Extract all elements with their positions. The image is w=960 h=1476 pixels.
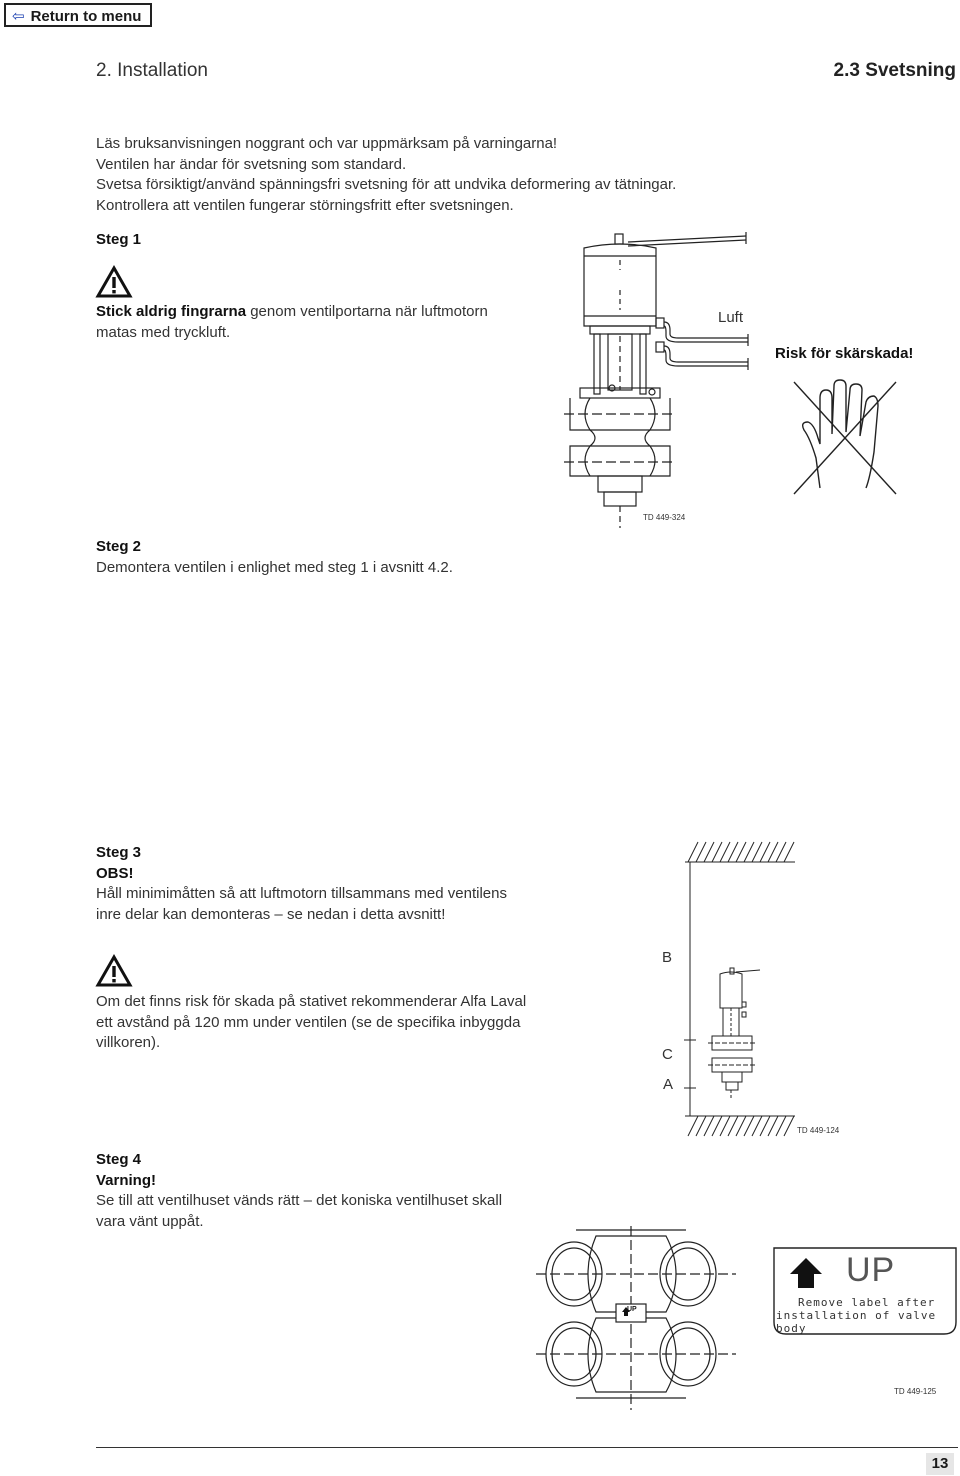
section-title: 2.3 Svetsning (833, 60, 956, 81)
left-arrow-icon: ⇦ (12, 8, 25, 25)
step4-block (96, 1150, 502, 1232)
figure-code: TD 449-125 (894, 1387, 937, 1396)
up-label: UP (846, 1251, 896, 1289)
dimension-label-c: C (662, 1046, 673, 1063)
intro-line: Ventilen har ändar för svetsning som standard. (96, 155, 407, 173)
return-to-menu-button[interactable]: ⇦ Return to menu (4, 3, 152, 27)
step1-warning (96, 302, 488, 343)
warning-text: villkoren). (96, 1034, 161, 1051)
warning-text: Om det finns risk för skada på stativet rekommenderar Alfa Laval (96, 993, 527, 1010)
warning-emphasis: Stick aldrig fingrarna (96, 303, 247, 320)
step3-warning (96, 992, 526, 1054)
dimension-label-a: A (663, 1076, 674, 1093)
intro-line: Läs bruksanvisningen noggrant och var uppmärksam på varningarna! (96, 135, 558, 152)
warning-triangle-icon (96, 266, 132, 298)
clearance-diagram (680, 840, 820, 1140)
figure-code: TD 449-124 (797, 1126, 840, 1135)
step2-block (96, 537, 453, 578)
intro-line: Kontrollera att ventilen fungerar störningsfritt efter svetsningen. (96, 196, 514, 214)
warning-triangle-icon (96, 955, 132, 987)
step4-text: Se till att ventilhuset vänds rätt – det koniska ventilhuset skall (96, 1192, 503, 1209)
obs-label: OBS! (96, 864, 134, 882)
chapter-title: 2. Installation (96, 60, 208, 81)
crossed-hand-icon (790, 378, 900, 498)
step4-text: vara vänt uppåt. (96, 1212, 204, 1230)
figure-code: TD 449-324 (643, 513, 686, 522)
step4-title: Steg 4 (96, 1151, 142, 1168)
label-instruction-line1: Remove label after (798, 1296, 936, 1309)
risk-label: Risk för skärskada! (775, 345, 914, 362)
warning-text: ett avstånd på 120 mm under ventilen (se de specifika inbyggda (96, 1013, 521, 1031)
label-instruction-line2: installation of valve body (776, 1309, 937, 1335)
step2-title: Steg 2 (96, 538, 142, 555)
page-number: 13 (926, 1453, 954, 1475)
intro-text (96, 134, 676, 216)
step3-text: inre delar kan demonteras – se nedan i detta avsnitt! (96, 905, 446, 923)
valve-body-drawing (536, 1226, 756, 1410)
intro-line: Svetsa försiktigt/använd spänningsfri svetsning för att undvika deformering av tätningar. (96, 176, 677, 193)
air-label: Luft (718, 309, 744, 326)
step2-text: Demontera ventilen i enlighet med steg 1 i avsnitt 4.2. (96, 558, 453, 576)
warning-text: matas med tryckluft. (96, 323, 231, 341)
step3-text: Håll minimimåtten så att luftmotorn tillsammans med ventilens (96, 885, 507, 902)
valve-air-motor-drawing (560, 230, 760, 530)
step1-title: Steg 1 (96, 231, 142, 248)
dimension-label-b: B (662, 949, 673, 966)
footer-rule (96, 1447, 958, 1448)
small-up-label: UP (627, 1306, 637, 1313)
step3-block (96, 843, 507, 925)
warning-text: genom ventilportarna när luftmotorn (246, 303, 488, 320)
warning-label: Varning! (96, 1171, 157, 1189)
step3-title: Steg 3 (96, 844, 142, 861)
